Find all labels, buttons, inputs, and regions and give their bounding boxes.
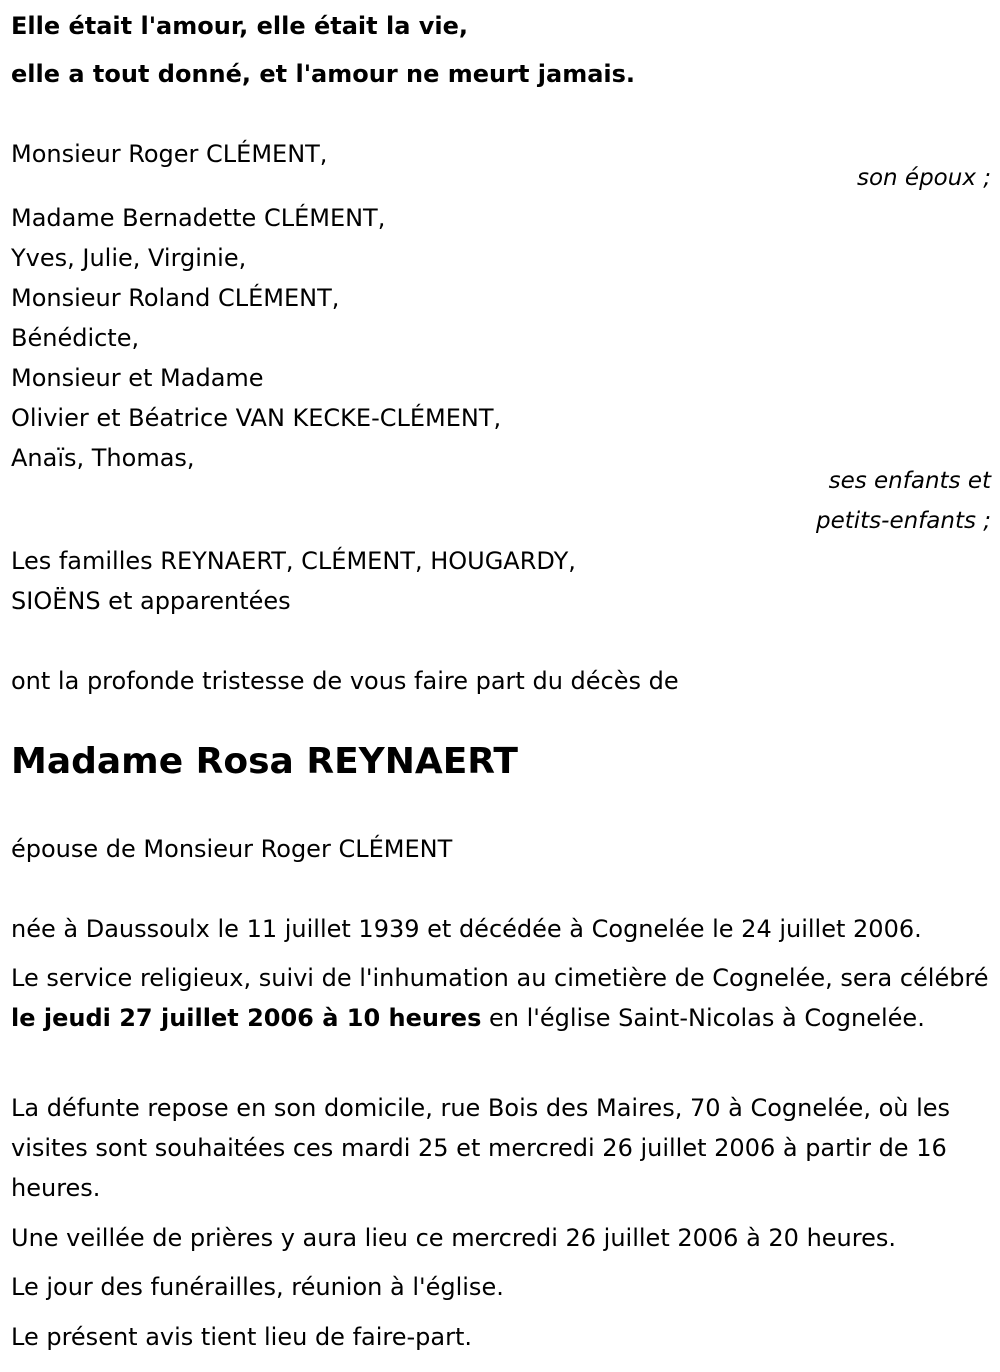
notice-statement: Le présent avis tient lieu de faire-part. [11,1323,473,1351]
child-line-1: Madame Bernadette CLÉMENT, [11,204,386,232]
child-line-4: Bénédicte, [11,324,140,352]
spouse-role: son époux ; [856,165,991,191]
funeral-day: Le jour des funérailles, réunion à l'église. [11,1273,504,1301]
children-role-line-1: ses enfants et [828,468,991,494]
child-line-7: Anaïs, Thomas, [11,444,195,472]
child-line-6: Olivier et Béatrice VAN KECKE-CLÉMENT, [11,404,502,432]
child-line-5: Monsieur et Madame [11,364,264,392]
service-paragraph [11,958,991,1038]
service-text-before: Le service religieux, suivi de l'inhumation au cimetière de Cognelée, sera célébré [11,964,989,992]
birth-death: née à Daussoulx le 11 juillet 1939 et décédée à Cognelée le 24 juillet 2006. [11,915,922,943]
motto-line-2: elle a tout donné, et l'amour ne meurt jamais. [11,60,636,88]
child-line-3: Monsieur Roland CLÉMENT, [11,284,340,312]
visits-paragraph: La défunte repose en son domicile, rue Bois des Maires, 70 à Cognelée, où les visites sont souhaitées ces mardi 25 et mercredi 26 juillet 2006 à partir de 16 heures. [11,1094,951,1202]
children-role-line-2: petits-enfants ; [815,508,991,534]
deceased-name: Madame Rosa REYNAERT [11,741,518,782]
vigil: Une veillée de prières y aura lieu ce mercredi 26 juillet 2006 à 20 heures. [11,1224,896,1252]
families-line-2: SIOËNS et apparentées [11,587,291,615]
spouse-name: Monsieur Roger CLÉMENT, [11,140,328,168]
spouse-of: épouse de Monsieur Roger CLÉMENT [11,835,453,863]
families-line-1: Les familles REYNAERT, CLÉMENT, HOUGARDY, [11,547,576,575]
motto-line-1: Elle était l'amour, elle était la vie, [11,12,469,40]
service-date-time: le jeudi 27 juillet 2006 à 10 heures [11,1004,482,1032]
child-line-2: Yves, Julie, Virginie, [11,244,247,272]
service-text-after: en l'église Saint-Nicolas à Cognelée. [481,1004,925,1032]
announcement: ont la profonde tristesse de vous faire part du décès de [11,667,679,695]
